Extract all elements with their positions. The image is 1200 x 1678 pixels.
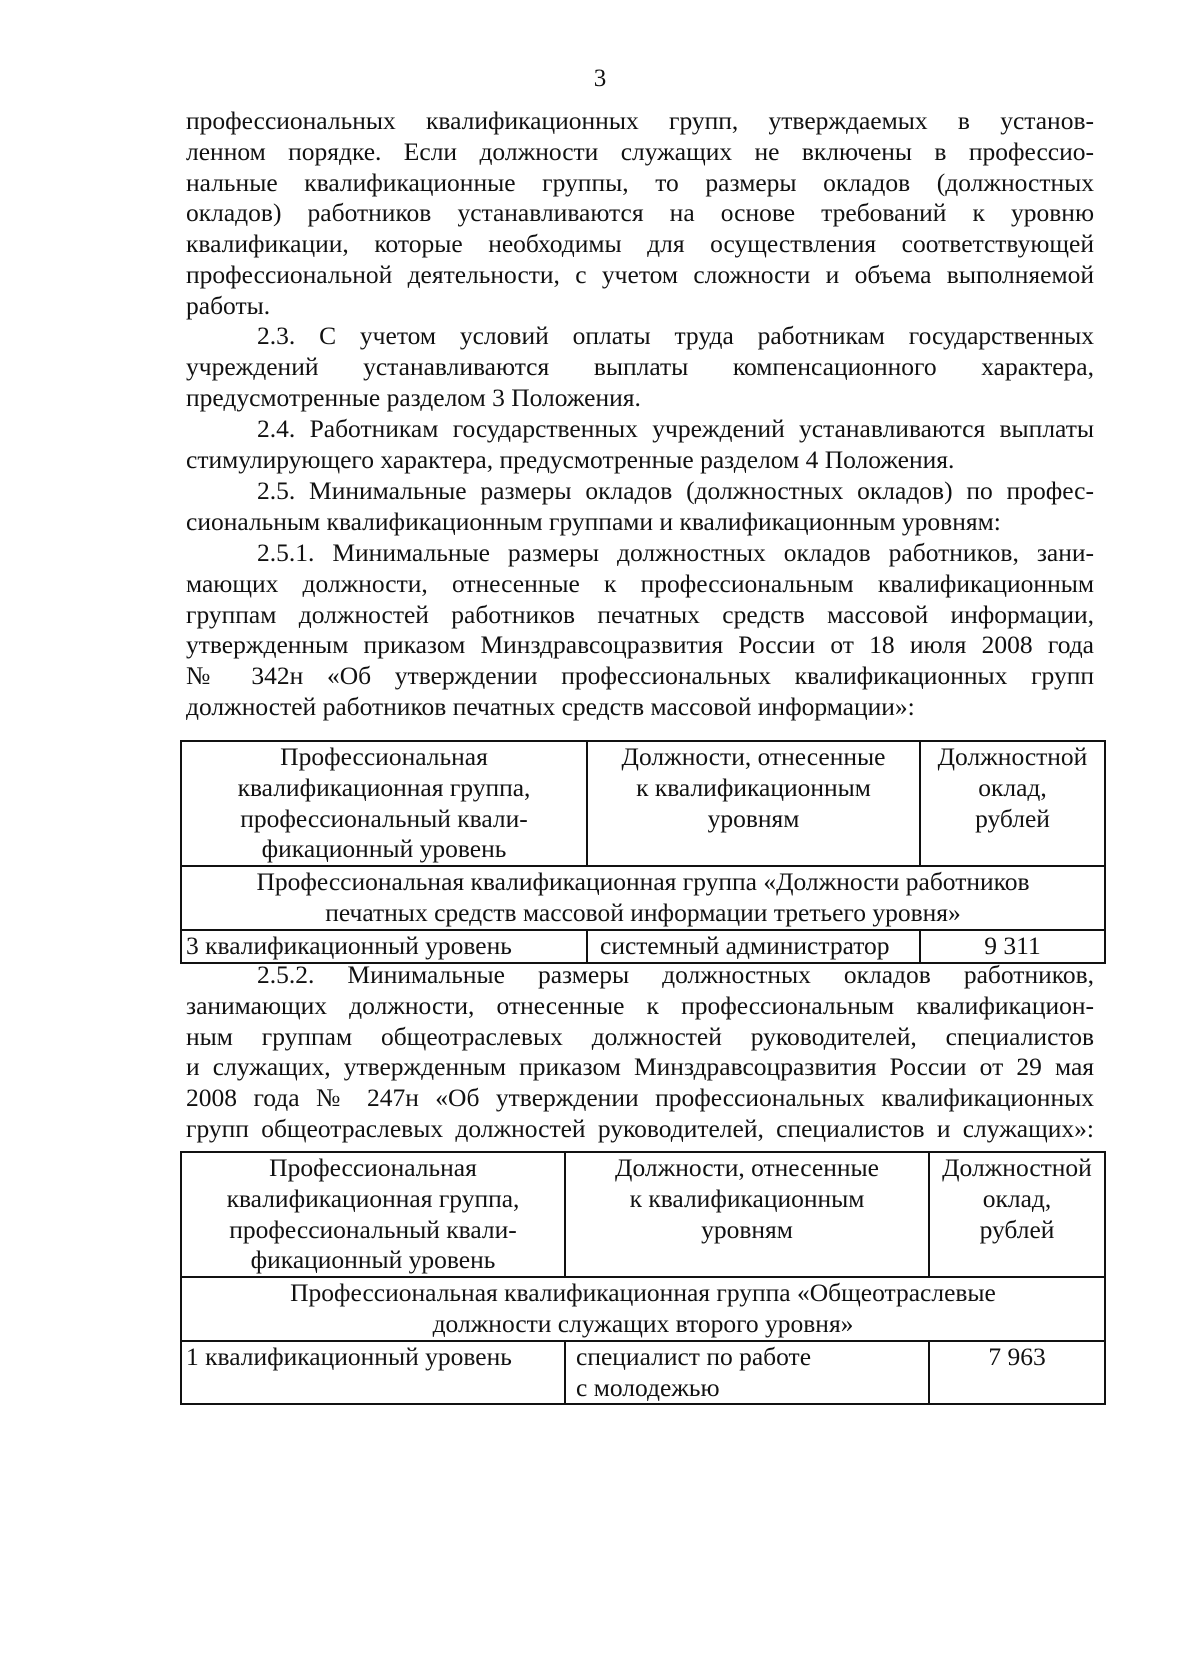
header-positions: Должности, отнесенные к квалификационным уровням	[565, 1152, 929, 1277]
paragraph-2-5-1	[186, 538, 1094, 723]
paragraph-2-3	[186, 321, 1094, 413]
text-line: утвержденным приказом Минздравсоцразвития России от 18 июля 2008 года	[186, 630, 1094, 660]
text-line: нальные квалификационные группы, то размеры окладов (должностных	[186, 167, 1094, 197]
table-group-row	[181, 866, 1105, 930]
salary-table-general-positions	[180, 1151, 1106, 1405]
text-line: занимающих должности, отнесенные к профессиональным квалификацион-	[186, 990, 1094, 1020]
level-cell: 1 квалификационный уровень	[181, 1341, 565, 1405]
header-group: Профессиональная квалификационная группа, профессиональный квали- фикационный уровень	[181, 741, 587, 866]
header-salary: Должностной оклад, рублей	[929, 1152, 1105, 1277]
salary-table-print-media	[180, 740, 1106, 964]
paragraph-2-5	[186, 476, 1094, 538]
table-group-row	[181, 1277, 1105, 1341]
text-line: № 342н «Об утверждении профессиональных квалификационных групп	[186, 661, 1094, 691]
table-header-row	[181, 741, 1105, 866]
text-line: профессиональных квалификационных групп, утверждаемых в установ-	[186, 106, 1094, 135]
text-line: групп общеотраслевых должностей руководителей, специалистов и служащих»:	[186, 1113, 1094, 1143]
text-line: предусмотренные разделом 3 Положения.	[186, 382, 641, 412]
text-line: стимулирующего характера, предусмотренные разделом 4 Положения.	[186, 444, 955, 474]
text-line: 2.3. С учетом условий оплаты труда работникам государственных	[257, 321, 1094, 350]
paragraph-2-5-2	[186, 960, 1094, 1145]
text-line: 2.5. Минимальные размеры окладов (должностных окладов) по профес-	[257, 476, 1094, 505]
paragraph-continuation	[186, 106, 1094, 322]
text-line: 2008 года № 247н «Об утверждении профессиональных квалификационных	[186, 1083, 1094, 1113]
paragraph-2-4	[186, 414, 1094, 476]
text-line: сиональным квалификационным группами и квалификационным уровням:	[186, 506, 1001, 536]
text-line: 2.4. Работникам государственных учреждений устанавливаются выплаты	[257, 414, 1094, 443]
salary-cell: 9 311	[920, 930, 1105, 963]
group-title: Профессиональная квалификационная группа «Общеотраслевые должности служащих второго уровня»	[181, 1277, 1105, 1341]
text-line: мающих должности, отнесенные к профессиональным квалификационным	[186, 568, 1094, 598]
table-row	[181, 1341, 1105, 1405]
position-cell: системный администратор	[587, 930, 920, 963]
text-line: квалификации, которые необходимы для осуществления соответствующей	[186, 229, 1094, 259]
text-line: учреждений устанавливаются выплаты компенсационного характера,	[186, 351, 1094, 381]
text-line: окладов) работников устанавливаются на основе требований к уровню	[186, 198, 1094, 228]
text-line: ленном порядке. Если должности служащих не включены в профессио-	[186, 136, 1094, 166]
text-line: ным группам общеотраслевых должностей руководителей, специалистов	[186, 1021, 1094, 1051]
text-line: работы.	[186, 290, 271, 320]
text-line: 2.5.1. Минимальные размеры должностных окладов работников, зани-	[257, 538, 1094, 567]
text-line: должностей работников печатных средств массовой информации»:	[186, 691, 915, 721]
table-row	[181, 930, 1105, 963]
text-line: профессиональной деятельности, с учетом сложности и объема выполняемой	[186, 259, 1094, 289]
group-title: Профессиональная квалификационная группа «Должности работников печатных средств массовой информации третьего уровня»	[181, 866, 1105, 930]
header-group: Профессиональная квалификационная группа, профессиональный квали- фикационный уровень	[181, 1152, 565, 1277]
header-salary: Должностной оклад, рублей	[920, 741, 1105, 866]
text-line: 2.5.2. Минимальные размеры должностных окладов работников,	[257, 960, 1094, 989]
text-line: и служащих, утвержденным приказом Минздравсоцразвития России от 29 мая	[186, 1052, 1094, 1082]
page-number: 3	[593, 65, 607, 92]
position-cell: специалист по работе с молодежью	[565, 1341, 929, 1405]
salary-cell: 7 963	[929, 1341, 1105, 1405]
table-header-row	[181, 1152, 1105, 1277]
level-cell: 3 квалификационный уровень	[181, 930, 587, 963]
header-positions: Должности, отнесенные к квалификационным уровням	[587, 741, 920, 866]
text-line: группам должностей работников печатных средств массовой информации,	[186, 599, 1094, 629]
